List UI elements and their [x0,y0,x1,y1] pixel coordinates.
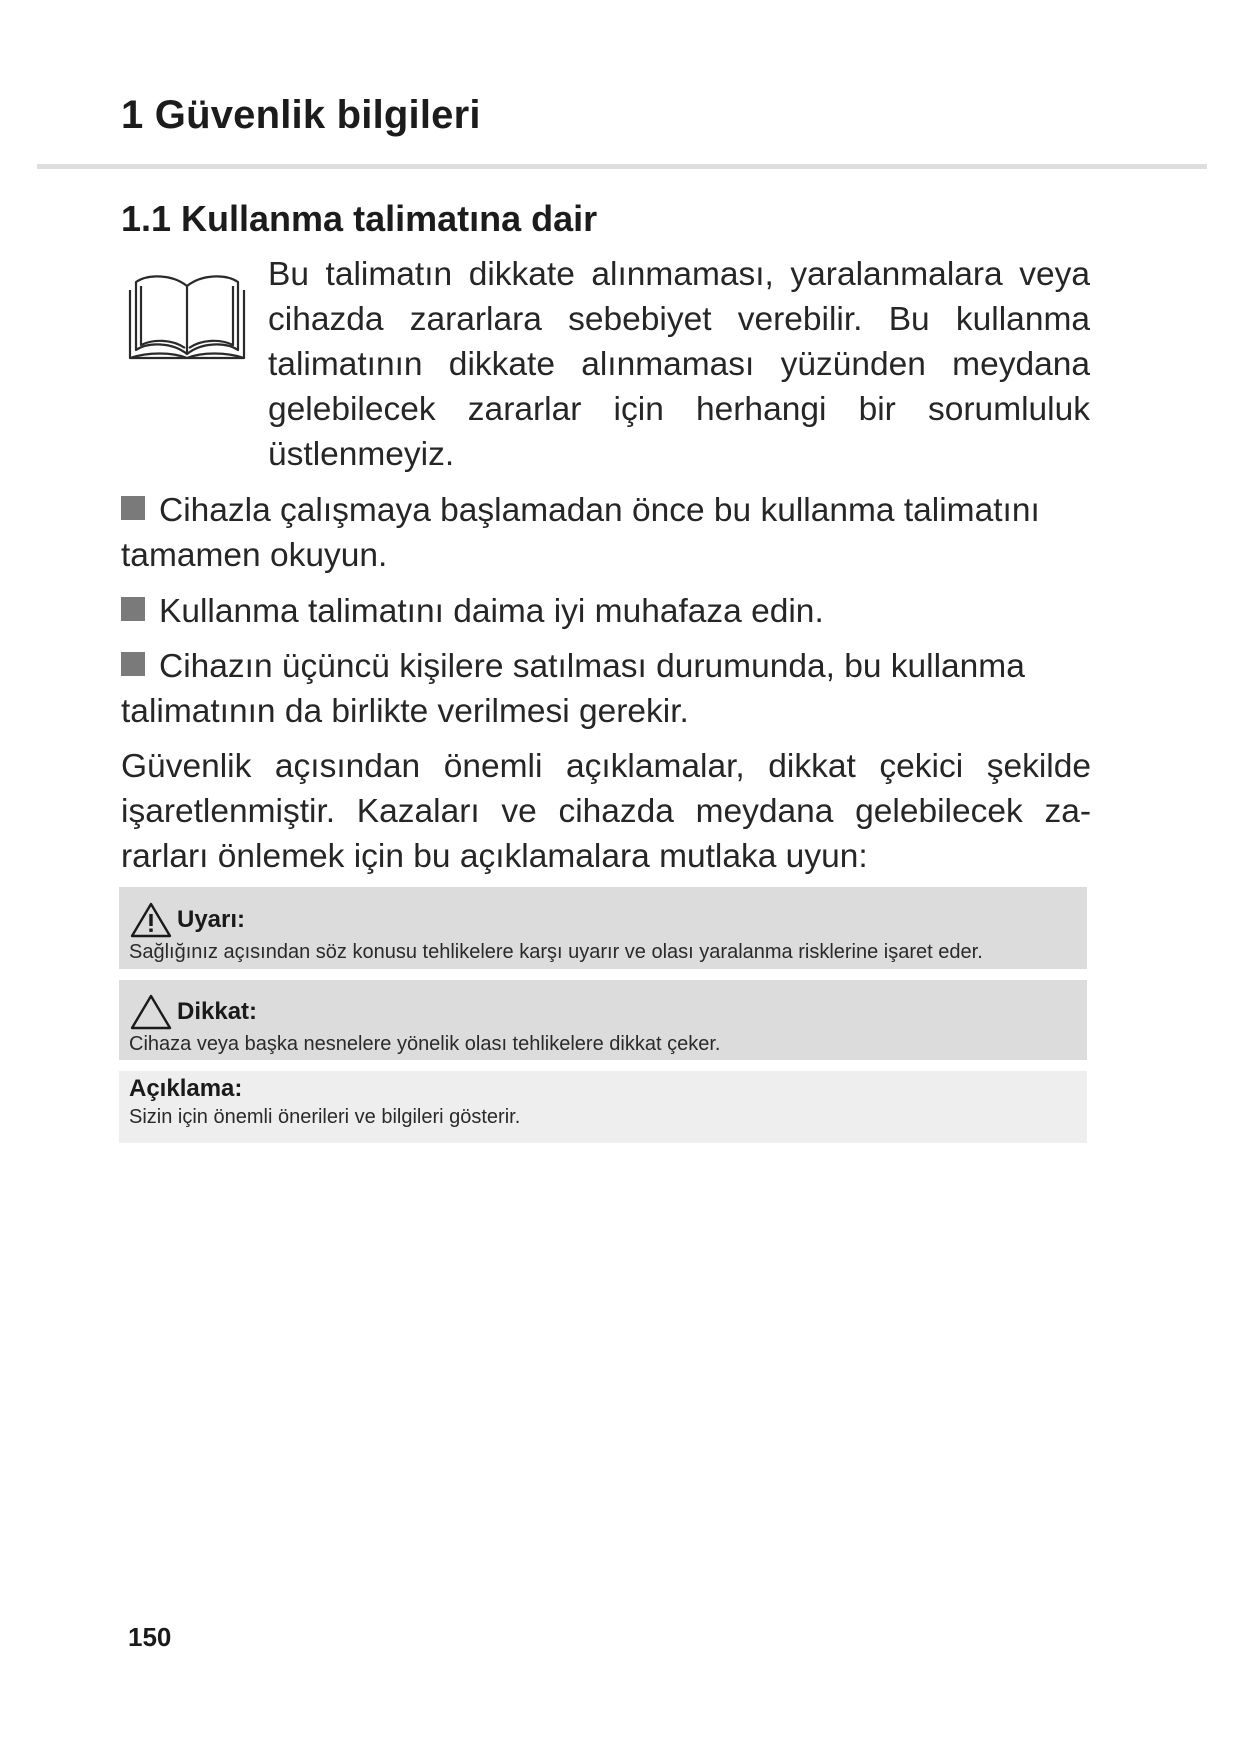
warning-label: Uyarı: [177,906,246,933]
warning-triangle-icon [129,901,173,939]
page-number: 150 [128,1622,172,1652]
bullet-item: Kullanma talimatını daima iyi muhafaza edin. [121,589,1091,634]
caution-label: Dikkat: [177,998,258,1025]
warning-text: Sağlığınız açısından söz konusu tehlikelere karşı uyarır ve olası yaralanma risklerine işaret eder. [129,941,983,963]
safety-intro-paragraph: Güvenlik açısından önemli açıklamalar, dikkat çekici şekilde işaretlenmiştir. Kazaları ve cihazda meydana gelebilecek zararları önlemek için bu açıklamalara mutlaka uyun: [121,748,1091,875]
caution-text: Cihaza veya başka nesnelere yönelik olası tehlikelere dikkat çeker. [129,1033,721,1055]
bullet-square-icon [121,597,145,621]
note-text: Sizin için önemli önerileri ve bilgileri gösterir. [129,1106,521,1128]
bullet-square-icon [121,496,145,520]
section-title: 1.1 Kullanma talimatına dair [121,198,598,239]
caution-triangle-icon [129,993,173,1031]
warning-box [119,887,1087,969]
chapter-title: 1 Güvenlik bilgileri [121,93,481,137]
bullet-item: Cihazın üçüncü kişilere satılması durumunda, bu kullanma talimatının da birlikte verilmesi gerekir. [121,648,1025,730]
book-icon [128,270,246,360]
note-box [119,1071,1087,1143]
note-label: Açıklama: [129,1075,243,1102]
bullet-item: Cihazla çalışmaya başlamadan önce bu kullanma talimatını tamamen okuyun. [121,492,1040,574]
bullet-square-icon [121,652,145,676]
intro-paragraph: Bu talimatın dikkate alınmaması, yaralanmalara veya cihazda zararlara sebebiyet verebilir. Bu kullanma talimatının dikkate alınmaması yüzünden meydana gelebilecek zararlar için herhangi bir sorumluluk üstlenmeyiz. [268,256,1090,473]
caution-box [119,980,1087,1060]
chapter-divider [37,164,1207,169]
